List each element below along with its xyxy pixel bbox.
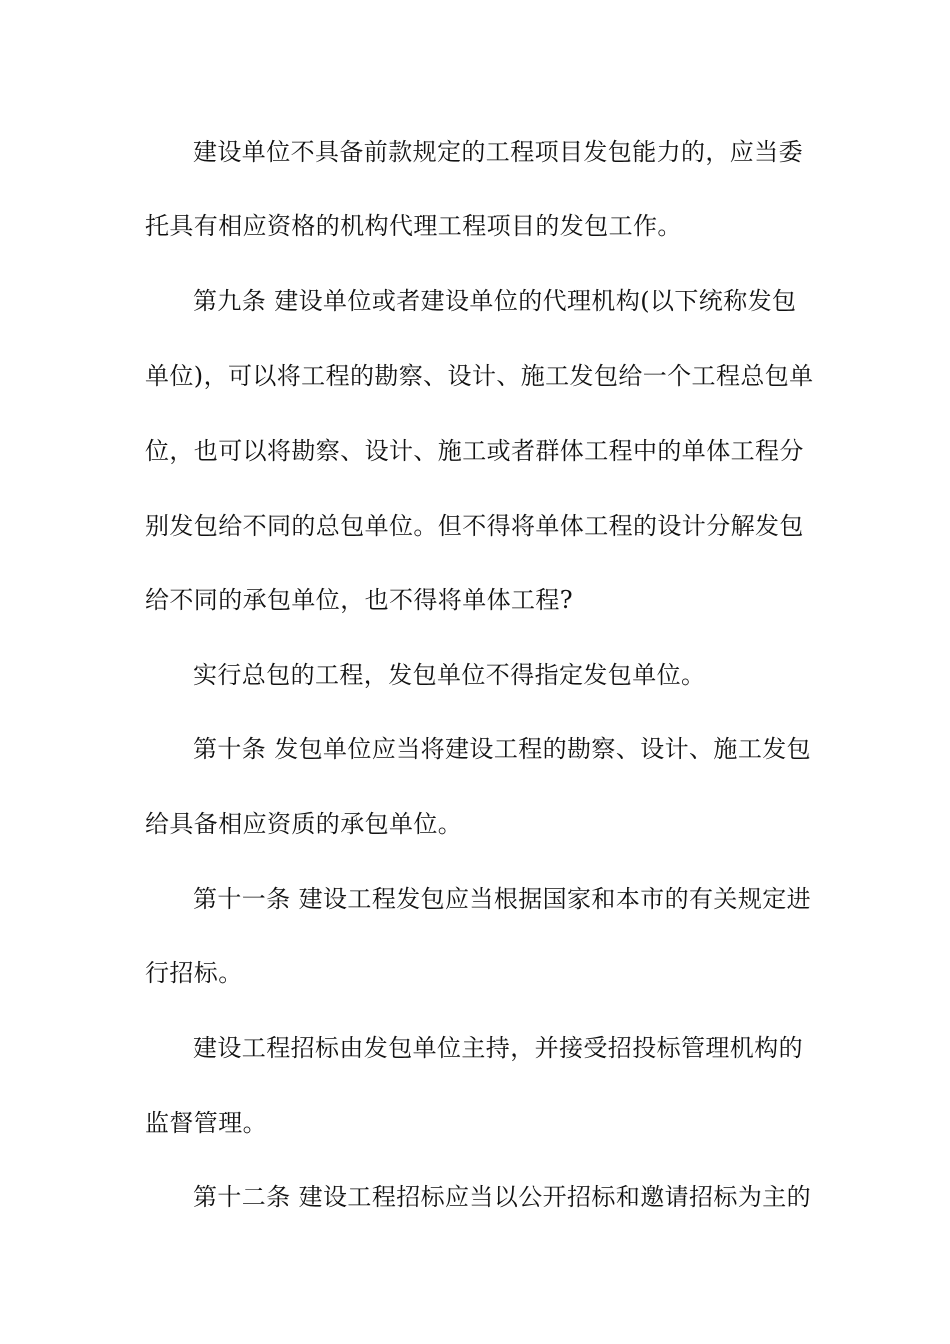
text-line-1: 建设单位不具备前款规定的工程项目发包能力的，应当委 xyxy=(193,138,803,166)
text-line-15: 第十二条 建设工程招标应当以公开招标和邀请招标为主的 xyxy=(193,1183,812,1211)
text-line-10: 给具备相应资质的承包单位。 xyxy=(145,810,463,838)
text-line-3: 第九条 建设单位或者建设单位的代理机构(以下统称发包 xyxy=(193,287,797,315)
text-line-12: 行招标。 xyxy=(145,959,243,987)
text-line-13: 建设工程招标由发包单位主持，并接受招投标管理机构的 xyxy=(193,1034,803,1062)
text-line-14: 监督管理。 xyxy=(145,1109,267,1137)
text-line-5: 位，也可以将勘察、设计、施工或者群体工程中的单体工程分 xyxy=(145,437,804,465)
text-line-11: 第十一条 建设工程发包应当根据国家和本市的有关规定进 xyxy=(193,885,812,913)
text-line-8: 实行总包的工程，发包单位不得指定发包单位。 xyxy=(193,661,706,689)
text-line-7: 给不同的承包单位，也不得将单体工程? xyxy=(145,586,574,614)
text-line-9: 第十条 发包单位应当将建设工程的勘察、设计、施工发包 xyxy=(193,735,812,763)
text-line-4: 单位)，可以将工程的勘察、设计、施工发包给一个工程总包单 xyxy=(145,362,814,390)
text-line-6: 别发包给不同的总包单位。但不得将单体工程的设计分解发包 xyxy=(145,512,804,540)
text-line-2: 托具有相应资格的机构代理工程项目的发包工作。 xyxy=(145,212,682,240)
